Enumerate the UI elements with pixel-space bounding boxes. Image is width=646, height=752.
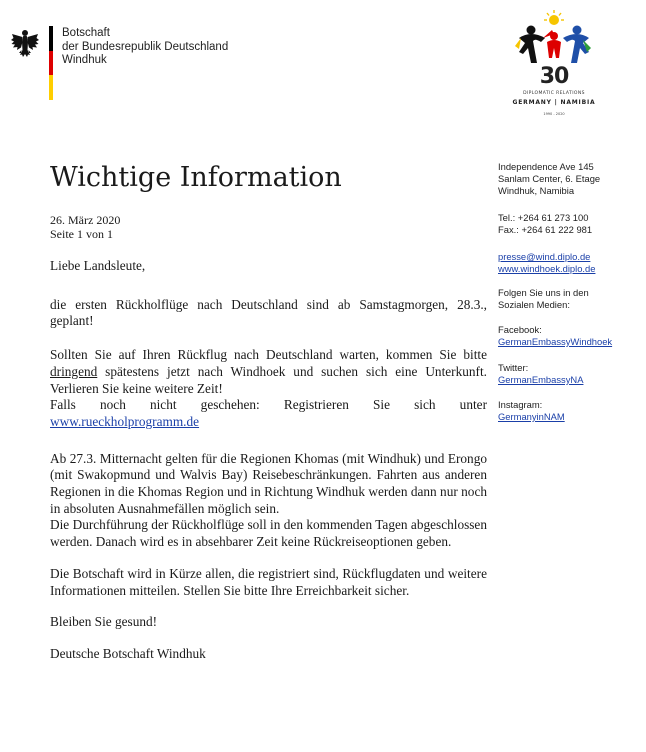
registration-link[interactable]: www.rueckholprogramm.de <box>50 413 200 429</box>
text-span: spätestens jetzt nach Windhoek und suchen sich eine Unterkunft. Verlieren Sie keine weitere Zeit! <box>50 363 487 396</box>
closing: Bleiben Sie gesund! <box>50 614 158 630</box>
phone-number: Tel.: +264 61 273 100 <box>498 212 589 223</box>
letter-date: 26. März 2020 <box>50 213 121 227</box>
paragraph-contact: Die Botschaft wird in Kürze allen, die registriert sind, Rückflugdaten und weitere Informationen mitteilen. Stellen Sie bitte Ihre Erreichbarkeit sicher. <box>50 565 487 598</box>
social-intro-line: Sozialen Medien: <box>498 298 570 310</box>
address-line: Windhuk, Namibia <box>498 184 575 196</box>
website-link[interactable]: www.windhoek.diplo.de <box>498 262 596 274</box>
sender-line: der Bundesrepublik Deutschland <box>62 40 229 53</box>
sidebar-twitter <box>498 362 583 386</box>
letter-meta <box>50 213 120 241</box>
paragraph-completion: Die Durchführung der Rückholflüge soll in den kommenden Tagen abgeschlossen werden. Danach wird es in absehbarer Zeit keine Rückreiseoptionen geben. <box>50 517 487 550</box>
logo-years: 1990 - 2020 <box>543 112 565 116</box>
greeting: Liebe Landsleute, <box>50 258 146 273</box>
sidebar-instagram <box>498 399 565 423</box>
sender-line: Windhuk <box>62 54 107 66</box>
page-number: Seite 1 von 1 <box>50 227 113 241</box>
anniversary-figures-icon <box>497 8 611 68</box>
facebook-link[interactable]: GermanEmbassyWindhoek <box>498 335 613 347</box>
logo-countries: GERMANY | NAMIBIA <box>512 99 596 106</box>
flag-stripe-gold <box>49 75 53 100</box>
sidebar-facebook <box>498 324 612 348</box>
anniversary-logo <box>497 8 611 120</box>
sidebar-phone <box>498 212 592 236</box>
facebook-label: Facebook: <box>498 324 542 335</box>
flag-stripe-black <box>49 26 53 51</box>
signature: Deutsche Botschaft Windhuk <box>50 645 206 661</box>
registration-link-line <box>50 414 487 431</box>
twitter-label: Twitter: <box>498 362 529 373</box>
emphasis-underlined: dringend <box>50 363 98 379</box>
sender-line: Botschaft <box>62 27 110 39</box>
instagram-label: Instagram: <box>498 399 543 410</box>
paragraph-restrictions-text: Ab 27.3. Mitternacht gelten für die Regionen Khomas (mit Windhuk) und Erongo (mit Swakopmund und Walvis Bay) Reisebeschränkungen. Fahrten aus anderen Regionen in die Khomas Region und in Richtung Windhuk werden dann nur noch in absoluten Ausnahmefällen möglich sein. <box>50 450 487 516</box>
logo-caption: DIPLOMATIC RELATIONS <box>523 91 585 96</box>
sender-block <box>62 27 228 68</box>
flag-stripe-red <box>49 51 53 76</box>
paragraph-flights: die ersten Rückholflüge nach Deutschland sind ab Samstagmorgen, 28.3., geplant! <box>50 296 487 329</box>
address-line: Independence Ave 145 <box>498 161 594 172</box>
email-link[interactable]: presse@wind.diplo.de <box>498 251 591 262</box>
address-line: Sanlam Center, 6. Etage <box>498 172 601 184</box>
letter-body <box>50 258 487 663</box>
text-span: Sollten Sie auf Ihren Rückflug nach Deutschland warten, kommen Sie bitte <box>50 347 487 363</box>
sidebar-social-intro <box>498 287 589 311</box>
paragraph-urgent-text <box>50 347 487 397</box>
federal-eagle-icon <box>10 28 40 60</box>
paragraph-urgent <box>50 347 487 431</box>
paragraph-restrictions <box>50 451 487 551</box>
instagram-link[interactable]: GermanyinNAM <box>498 410 565 422</box>
registration-line: Falls noch nicht geschehen: Registrieren Sie sich unter <box>50 397 487 413</box>
german-flag-bar <box>49 26 53 100</box>
anniversary-number: 30 <box>539 64 569 89</box>
twitter-link[interactable]: GermanEmbassyNA <box>498 373 584 385</box>
sidebar-address <box>498 161 600 196</box>
sidebar-web <box>498 251 595 275</box>
fax-number: Fax.: +264 61 222 981 <box>498 223 593 235</box>
social-intro-line: Folgen Sie uns in den <box>498 287 589 298</box>
page-title: Wichtige Information <box>50 162 342 193</box>
